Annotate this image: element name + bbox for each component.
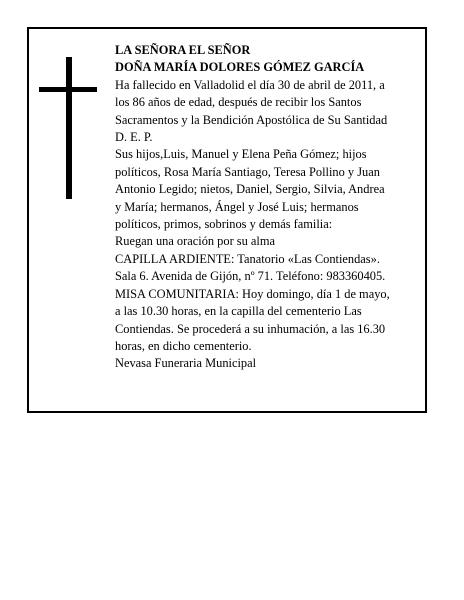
notice-body-line: Sus hijos,Luis, Manuel y Elena Peña Gómez; hijos (115, 147, 367, 162)
notice-body-line: D. E. P. (115, 130, 153, 145)
cross-icon (29, 29, 109, 229)
notice-body-line: MISA COMUNITARIA: Hoy domingo, día 1 de mayo, (115, 286, 390, 301)
notice-header-line-1: LA SEÑORA EL SEÑOR (115, 43, 251, 57)
notice-body-line: políticos, primos, sobrinos y demás familia: (115, 217, 333, 232)
notice-body-line: Contiendas. Se procederá a su inhumación, a las 16.30 (115, 321, 386, 336)
notice-body-line: Ha fallecido en Valladolid el día 30 de abril de 2011, a (115, 77, 385, 92)
notice-body-line: Ruegan una oración por su alma (115, 234, 275, 249)
notice-body-line: políticos, Rosa María Santiago, Teresa Pollino y Juan (115, 164, 380, 179)
obituary-notice (27, 27, 427, 413)
notice-body-line: a las 10.30 horas, en la capilla del cementerio Las (115, 304, 362, 319)
notice-body-line: Sacramentos y la Bendición Apostólica de Su Santidad (115, 112, 388, 127)
notice-body-line: Sala 6. Avenida de Gijón, nº 71. Teléfono: 983360405. (115, 269, 386, 284)
notice-body-line: y María; hermanos, Ángel y José Luis; hermanos (115, 199, 359, 214)
notice-text-block (115, 42, 427, 373)
notice-body-line: los 86 años de edad, después de recibir los Santos (115, 95, 362, 110)
cross-vertical-bar (66, 57, 72, 199)
notice-body-line: Antonio Legido; nietos, Daniel, Sergio, Silvia, Andrea (115, 182, 385, 197)
notice-body-line: Nevasa Funeraria Municipal (115, 356, 257, 371)
notice-body-line: CAPILLA ARDIENTE: Tanatorio «Las Contiendas». (115, 251, 380, 266)
notice-body-line: horas, en dicho cementerio. (115, 338, 252, 353)
notice-header-line-2: DOÑA MARÍA DOLORES GÓMEZ GARCÍA (115, 60, 365, 75)
cross-horizontal-bar (39, 87, 97, 92)
